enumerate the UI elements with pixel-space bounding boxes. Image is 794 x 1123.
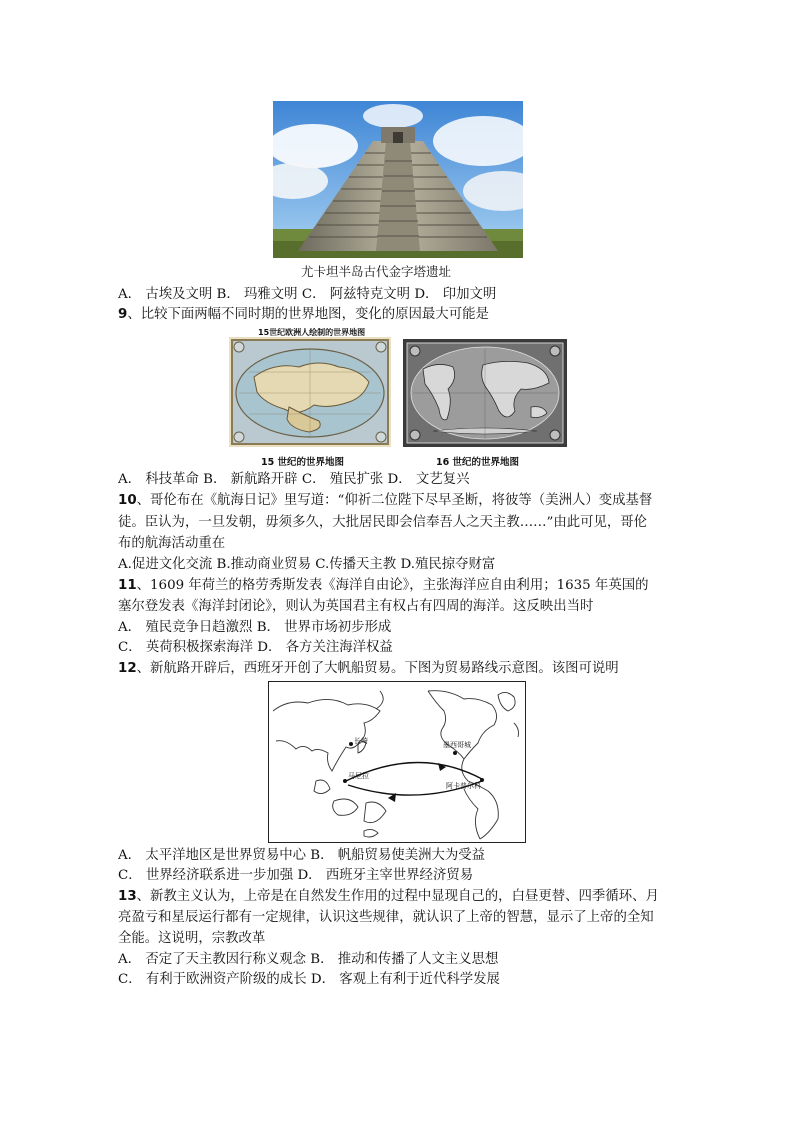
q12-stem-text: 、新航路开辟后，西班牙开创了大帆船贸易。下图为贸易路线示意图。该图可说明 (136, 661, 619, 676)
q11-options-1: A． 殖民竞争日趋激烈 B． 世界市场初步形成 (118, 620, 392, 635)
label-mexico-city: 墨西哥城 (443, 741, 471, 749)
q13-number: 13 (118, 889, 137, 904)
q12-options-1: A． 太平洋地区是世界贸易中心 B． 帆船贸易使美洲大为受益 (118, 848, 486, 863)
map-15th-century (229, 337, 391, 447)
q10-line2: 徒。臣认为，一旦发朝，毋须多久，大批居民即会信奉吾人之天主教……”由此可见，哥伦 (118, 515, 648, 530)
q10-line1 (118, 491, 652, 511)
q11-line2: 塞尔登发表《海洋封闭论》，则认为英国君主有权占有四周的海洋。这反映出当时 (118, 599, 594, 614)
q13-line1-text: 、新教主义认为，上帝是在自然发生作用的过程中显现自己的，白昼更替、四季循环、月 (136, 889, 659, 904)
q13-options-2: C． 有利于欧洲资产阶级的成长 D． 客观上有利于近代科学发展 (118, 972, 500, 987)
q9-number: 9 (118, 307, 128, 322)
q11-line1 (118, 576, 649, 596)
label-manila: 马尼拉 (348, 772, 369, 780)
q11-line1-text: 、1609 年荷兰的格劳秀斯发表《海洋自由论》，主张海洋应自由利用；1635 年英国的 (136, 578, 649, 593)
q11-number: 11 (118, 578, 137, 593)
map-16th-century (403, 339, 567, 447)
q12-stem (118, 659, 619, 679)
q10-line3: 布的航海活动重在 (118, 536, 226, 551)
pyramid-photo (273, 101, 523, 258)
q13-line2: 亮盈亏和星辰运行都有一定规律，认识这些规律，就认识了上帝的智慧，显示了上帝的全知 (118, 910, 654, 925)
q9-caption-right: 16 世纪的世界地图 (436, 457, 520, 468)
label-changqi: 长崎 (354, 737, 368, 745)
q9-caption-left: 15 世纪的世界地图 (261, 457, 345, 468)
q12-options-2: C． 世界经济联系进一步加强 D． 西班牙主宰世界经济贸易 (118, 868, 474, 883)
q13-line1 (118, 887, 659, 907)
q9-map-header: 15世纪欧洲人绘制的世界地图 (258, 328, 366, 337)
q13-line3: 全能。这说明，宗教改革 (118, 931, 266, 946)
q10-line1-text: 、哥伦布在《航海日记》里写道：“仰祈二位陛下尽早圣断，将彼等（美洲人）变成基督 (136, 493, 653, 508)
q10-options: A.促进文化交流 B.推动商业贸易 C.传播天主教 D.殖民掠夺财富 (118, 557, 496, 572)
trade-route-map (268, 681, 526, 843)
q10-number: 10 (118, 493, 137, 508)
label-acapulco: 阿卡普尔科 (446, 782, 481, 790)
q12-number: 12 (118, 661, 137, 676)
q8-options: A． 古埃及文明 B． 玛雅文明 C． 阿兹特克文明 D． 印加文明 (118, 287, 497, 302)
pyramid-caption: 尤卡坦半岛古代金字塔遗址 (301, 264, 452, 279)
q9-options: A． 科技革命 B． 新航路开辟 C． 殖民扩张 D． 文艺复兴 (118, 472, 470, 487)
q9-stem-text: 、比较下面两幅不同时期的世界地图，变化的原因最大可能是 (127, 307, 489, 322)
q13-options-1: A． 否定了天主教因行称义观念 B． 推动和传播了人文主义思想 (118, 952, 499, 967)
q11-options-2: C． 英荷积极探索海洋 D． 各方关注海洋权益 (118, 640, 393, 655)
q9-stem (118, 305, 489, 325)
